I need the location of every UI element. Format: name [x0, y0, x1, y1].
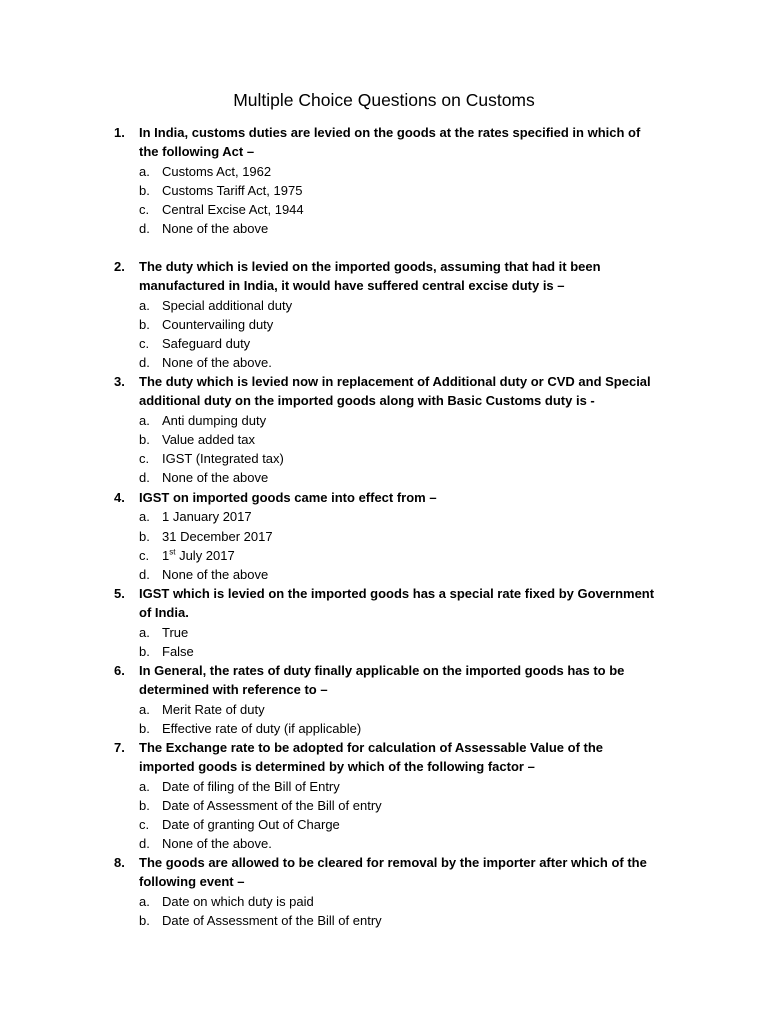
option-item — [114, 719, 684, 738]
option-text: Central Excise Act, 1944 — [162, 202, 304, 218]
option-text: Effective rate of duty (if applicable) — [162, 720, 362, 736]
option-item — [114, 777, 684, 796]
option-letter: b. — [139, 316, 150, 332]
option-item — [114, 334, 684, 353]
option-letter: a. — [139, 701, 150, 717]
option-item — [114, 181, 684, 200]
option-letter: b. — [139, 431, 150, 447]
option-item — [114, 162, 684, 181]
option-list — [114, 411, 684, 488]
option-text: Safeguard duty — [162, 336, 251, 352]
question-number: 8. — [114, 855, 125, 870]
question-6 — [114, 661, 684, 738]
question-text: IGST which is levied on the imported goods has a special rate fixed by Government of India. — [139, 586, 655, 621]
option-letter: c. — [139, 451, 150, 467]
option-text: True — [162, 624, 189, 640]
option-item — [114, 296, 684, 315]
question-2 — [114, 257, 684, 373]
question-number: 6. — [114, 663, 125, 678]
option-text: None of the above — [162, 470, 269, 486]
option-text: Customs Act, 1962 — [162, 163, 272, 179]
option-text: None of the above — [162, 567, 269, 583]
ordinal-suffix: st — [169, 547, 176, 557]
option-list — [114, 892, 684, 931]
option-item — [114, 546, 684, 565]
option-item — [114, 507, 684, 526]
question-3 — [114, 372, 684, 488]
option-item — [114, 411, 684, 430]
question-4 — [114, 488, 684, 584]
question-7 — [114, 738, 684, 854]
question-text: The duty which is levied now in replacement of Additional duty or CVD and Special additional duty on the imported goods along with Basic Customs duty is - — [139, 374, 651, 409]
option-text: False — [162, 643, 194, 659]
option-list — [114, 507, 684, 584]
option-text: Date of granting Out of Charge — [162, 817, 340, 833]
option-letter: b. — [139, 720, 150, 736]
option-text: Merit Rate of duty — [162, 701, 265, 717]
question-number: 3. — [114, 374, 125, 389]
question-number: 5. — [114, 586, 125, 601]
option-letter: c. — [139, 817, 150, 833]
option-list — [114, 623, 684, 662]
option-text: 1 January 2017 — [162, 509, 252, 525]
option-list — [114, 162, 684, 239]
question-text: The Exchange rate to be adopted for calculation of Assessable Value of the imported goods is determined by which of the following factor – — [139, 740, 604, 775]
option-text: Customs Tariff Act, 1975 — [162, 182, 303, 198]
option-letter: a. — [139, 297, 150, 313]
question-1 — [114, 123, 684, 239]
option-item — [114, 200, 684, 219]
option-text: Date on which duty is paid — [162, 893, 314, 909]
option-letter: a. — [139, 412, 150, 428]
question-number: 7. — [114, 740, 125, 755]
option-item — [114, 911, 684, 930]
option-letter: b. — [139, 528, 150, 544]
option-item — [114, 527, 684, 546]
option-text: Date of Assessment of the Bill of entry — [162, 797, 382, 813]
option-item — [114, 642, 684, 661]
option-letter: b. — [139, 797, 150, 813]
option-text: Anti dumping duty — [162, 412, 267, 428]
question-text: In General, the rates of duty finally applicable on the imported goods has to be determined with reference to – — [139, 663, 625, 698]
question-number: 2. — [114, 259, 125, 274]
option-text: 1 — [162, 547, 170, 563]
option-letter: a. — [139, 163, 150, 179]
question-number: 1. — [114, 125, 125, 140]
option-item — [114, 623, 684, 642]
question-number: 4. — [114, 490, 125, 505]
option-letter: d. — [139, 221, 150, 237]
option-letter: a. — [139, 778, 150, 794]
option-item — [114, 815, 684, 834]
option-text: Date of filing of the Bill of Entry — [162, 778, 340, 794]
option-list — [114, 296, 684, 373]
option-item — [114, 834, 684, 853]
option-letter: b. — [139, 912, 150, 928]
option-item — [114, 219, 684, 238]
option-text: None of the above. — [162, 836, 272, 852]
option-item — [114, 468, 684, 487]
option-letter: b. — [139, 182, 150, 198]
option-letter: a. — [139, 509, 150, 525]
option-text: 31 December 2017 — [162, 528, 273, 544]
option-letter: a. — [139, 624, 150, 640]
question-text: The duty which is levied on the imported goods, assuming that had it been manufactured in India, it would have suffered central excise duty is – — [139, 259, 601, 294]
option-item — [114, 449, 684, 468]
option-text: Value added tax — [162, 431, 255, 447]
option-item — [114, 796, 684, 815]
option-item — [114, 353, 684, 372]
option-letter: d. — [139, 470, 150, 486]
option-item — [114, 315, 684, 334]
option-text: None of the above — [162, 221, 269, 237]
option-letter: c. — [139, 547, 150, 563]
option-text: Special additional duty — [162, 297, 293, 313]
option-letter: c. — [139, 336, 150, 352]
question-5 — [114, 584, 684, 661]
option-text: None of the above. — [162, 355, 272, 371]
option-text: Date of Assessment of the Bill of entry — [162, 912, 382, 928]
option-item — [114, 892, 684, 911]
option-letter: d. — [139, 836, 150, 852]
option-text: Countervailing duty — [162, 316, 274, 332]
option-item — [114, 565, 684, 584]
option-letter: b. — [139, 643, 150, 659]
option-letter: d. — [139, 567, 150, 583]
option-letter: a. — [139, 893, 150, 909]
page-title: Multiple Choice Questions on Customs — [233, 90, 535, 110]
option-list — [114, 777, 684, 854]
option-text-after: July 2017 — [175, 547, 235, 563]
option-item — [114, 700, 684, 719]
option-text: IGST (Integrated tax) — [162, 451, 284, 467]
option-list — [114, 700, 684, 739]
question-8 — [114, 853, 684, 930]
question-text: IGST on imported goods came into effect from – — [139, 490, 437, 505]
option-item — [114, 430, 684, 449]
question-text: In India, customs duties are levied on the goods at the rates specified in which of the following Act – — [139, 125, 641, 160]
option-letter: c. — [139, 202, 150, 218]
option-letter: d. — [139, 355, 150, 371]
question-text: The goods are allowed to be cleared for removal by the importer after which of the following event – — [139, 855, 647, 890]
